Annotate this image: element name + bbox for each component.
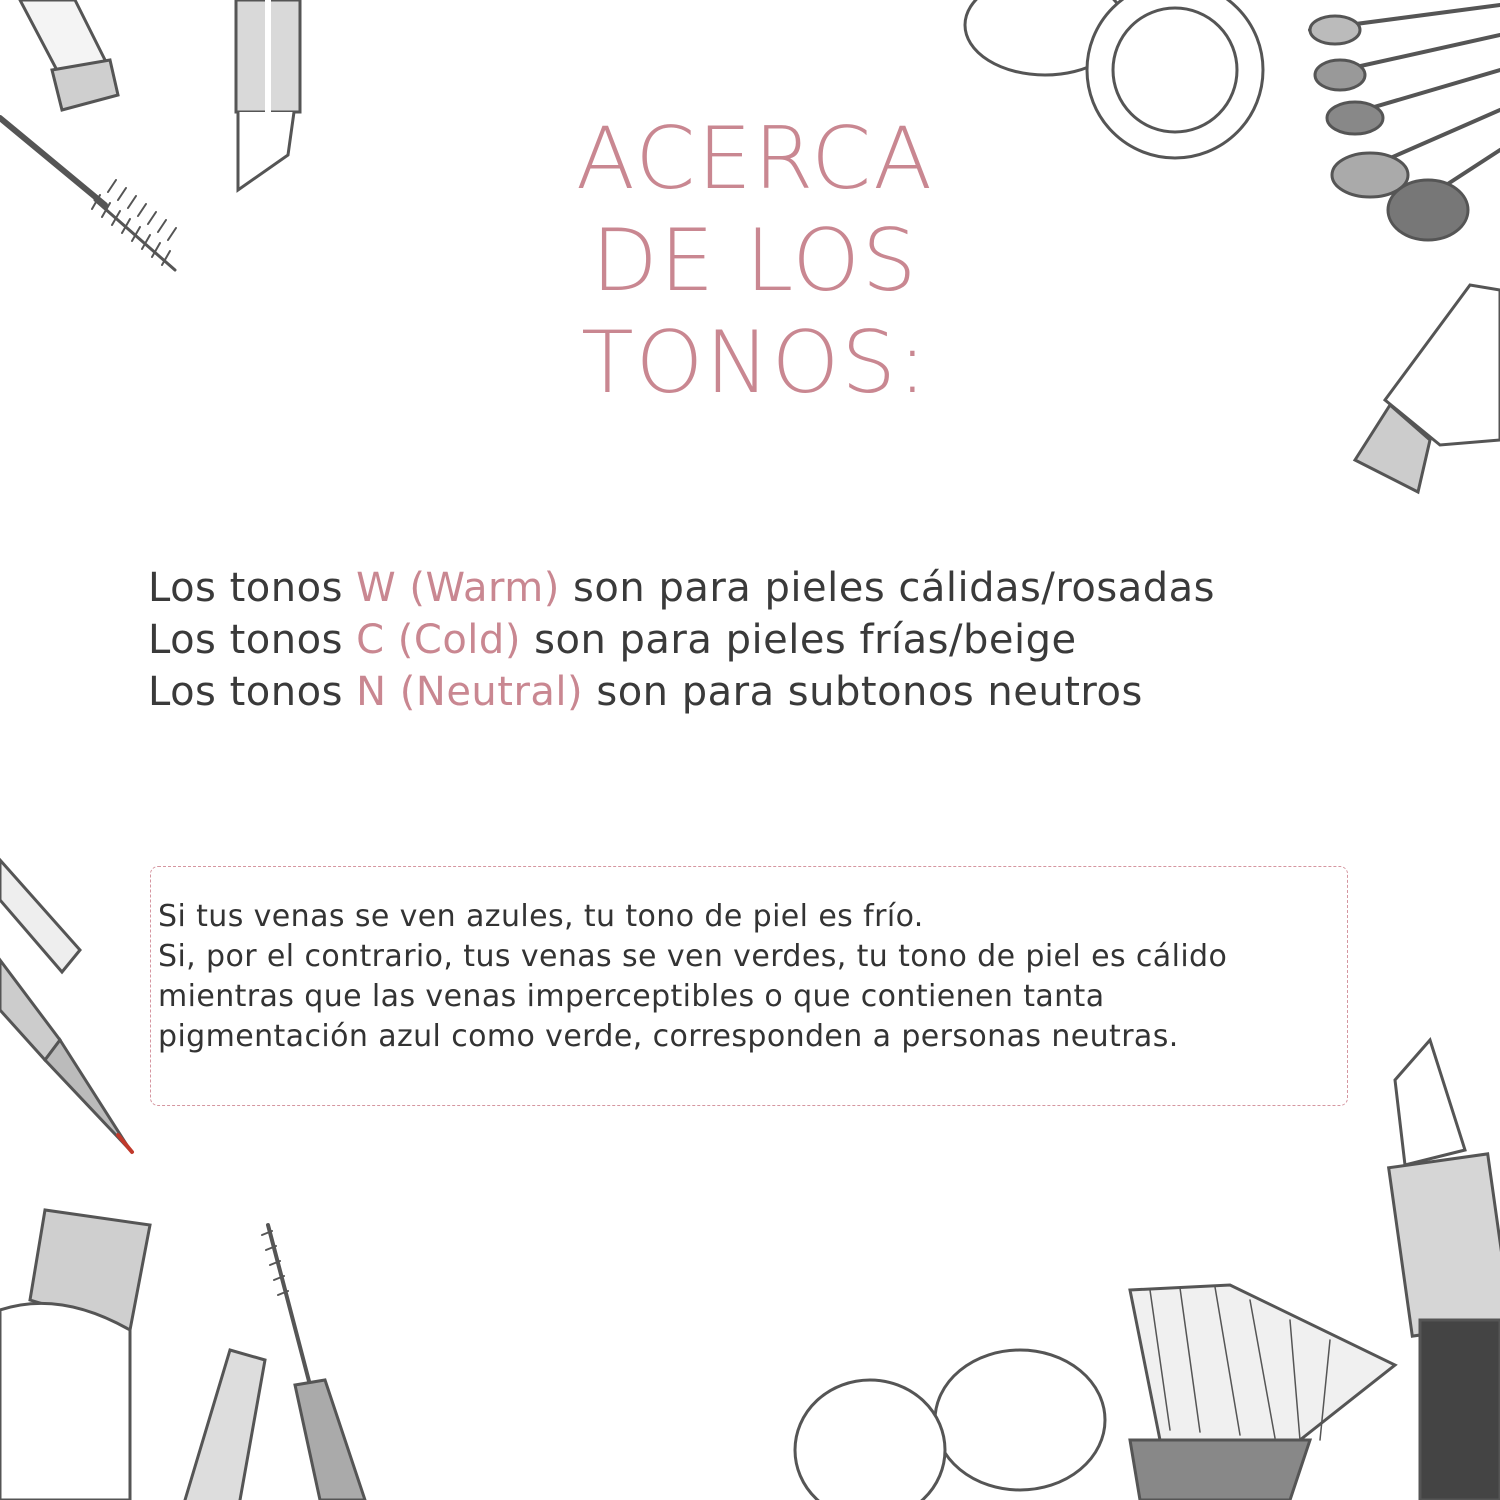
tone-prefix: Los tonos <box>148 669 357 715</box>
compact-icon <box>795 1350 1105 1500</box>
tone-description: son para subtonos neutros <box>583 669 1143 715</box>
mascara-icon <box>0 118 176 270</box>
tone-line-cold <box>148 614 1398 666</box>
tone-code: C (Cold) <box>356 617 521 663</box>
tip-line: pigmentación azul como verde, corresponden a personas neutras. <box>158 1019 1179 1054</box>
tone-prefix: Los tonos <box>148 565 357 611</box>
tone-code: W (Warm) <box>356 565 560 611</box>
kabuki-brush-icon <box>1130 1285 1395 1500</box>
makeup-brushes-icon <box>1310 5 1500 240</box>
tip-text <box>158 897 1368 1057</box>
lipstick-icon <box>1389 1040 1500 1500</box>
tone-description: son para pieles frías/beige <box>520 617 1077 663</box>
tone-line-warm <box>148 562 1398 614</box>
compact-icon <box>965 0 1263 158</box>
tip-line: Si tus venas se ven azules, tu tono de piel es frío. <box>158 899 924 934</box>
tone-list <box>148 562 1398 718</box>
tube-icon <box>20 0 118 110</box>
bottle-icon <box>1355 285 1500 492</box>
title-line: TONOS: <box>581 313 929 413</box>
tone-line-neutral <box>148 666 1398 718</box>
eyeliner-icon <box>0 860 132 1152</box>
tone-code: N (Neutral) <box>356 669 584 715</box>
tone-prefix: Los tonos <box>148 617 357 663</box>
bottle-icon <box>0 1210 150 1500</box>
page-title <box>540 108 970 414</box>
tone-description: son para pieles cálidas/rosadas <box>559 565 1215 611</box>
title-line: ACERCA <box>575 109 935 209</box>
tip-line: mientras que las venas imperceptibles o que contienen tanta <box>158 979 1105 1014</box>
lipstick-icon <box>236 0 300 190</box>
tip-line: Si, por el contrario, tus venas se ven verdes, tu tono de piel es cálido <box>158 939 1228 974</box>
mascara-icon <box>185 1225 365 1500</box>
title-line: DE LOS <box>591 211 919 311</box>
